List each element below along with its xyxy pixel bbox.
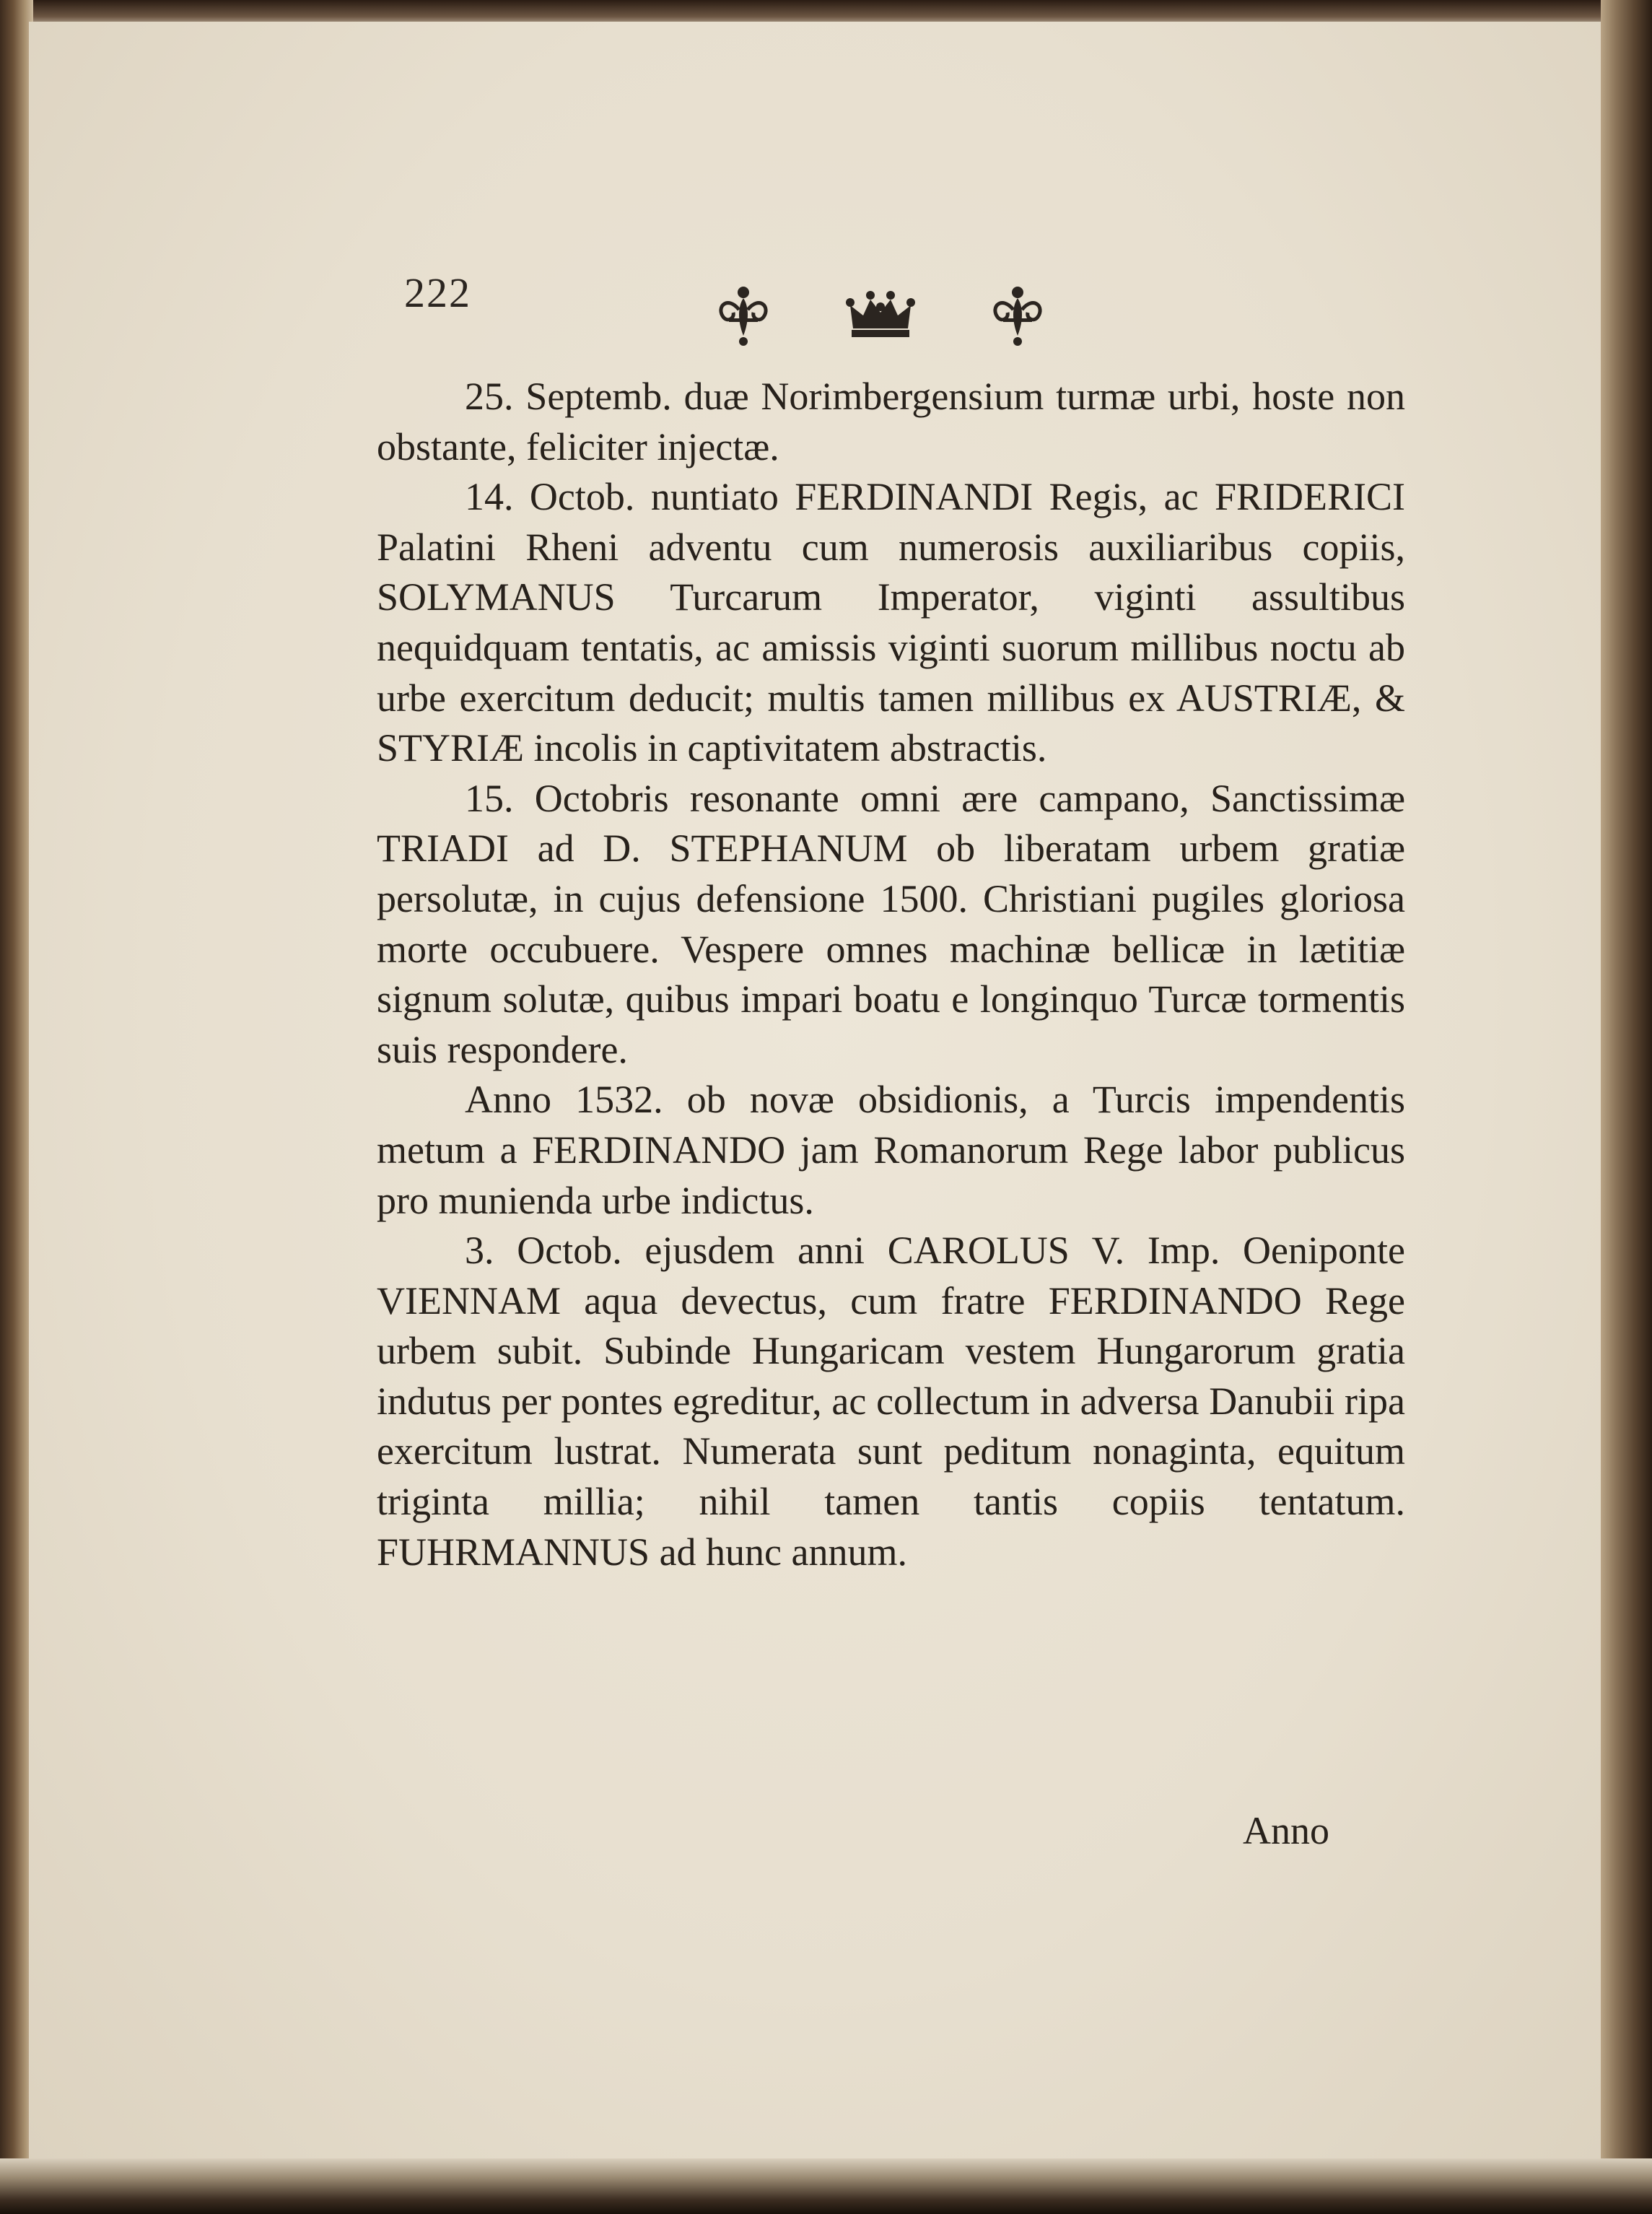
body-text bbox=[377, 372, 1405, 1577]
page-stack-edge bbox=[1601, 0, 1652, 2214]
crown-icon bbox=[846, 291, 915, 337]
paragraph-4: Anno 1532. ob novæ obsidionis, a Turcis impendentis metum a FERDINANDO jam Romanorum Rege labor publicus pro munienda urbe indictus. bbox=[377, 1078, 1405, 1222]
paragraph-5: 3. Octob. ejusdem anni CAROLUS V. Imp. Oeniponte VIENNAM aqua devectus, cum fratre FERDINANDO Rege urbem subit. Subinde Hungaricam vestem Hungarorum gratia indutus per pontes egreditur, ac collectum in adversa Danubii ripa exercitum lustrat. Numerata sunt peditum nonaginta, equitum triginta millia; nihil tamen tantis copiis tentatum. FUHRMANNUS ad hunc annum. bbox=[377, 1229, 1405, 1574]
fleuron-icon bbox=[995, 287, 1040, 346]
paragraph-2: 14. Octob. nuntiato FERDINANDI Regis, ac FRIDERICI Palatini Rheni adventu cum numerosis auxiliaribus copiis, SOLYMANUS Turcarum Imperator, viginti assultibus nequidquam tentatis, ac amissis viginti suorum millibus noctu ab urbe exercitum deducit; multis tamen millibus ex AUSTRIÆ, & STYRIÆ incolis in captivitatem abstractis. bbox=[377, 475, 1405, 770]
header-ornaments bbox=[711, 278, 1050, 350]
page-number: 222 bbox=[404, 269, 471, 316]
bottom-shadow bbox=[0, 2158, 1652, 2214]
fleuron-icon bbox=[721, 287, 766, 346]
paragraph-3: 15. Octobris resonante omni ære campano, Sanctissimæ TRIADI ad D. STEPHANUM ob liberatam urbem gratiæ persolutæ, in cujus defensione 1500. Christiani pugiles gloriosa morte occubuere. Vespere omnes machinæ bellicæ in lætitiæ signum solutæ, quibus impari boatu e longinquo Turcæ tormentis suis respondere. bbox=[377, 776, 1405, 1071]
catchword: Anno bbox=[1243, 1809, 1329, 1852]
paragraph-1: 25. Septemb. duæ Norimbergensium turmæ urbi, hoste non obstante, feliciter injectæ. bbox=[377, 375, 1405, 468]
